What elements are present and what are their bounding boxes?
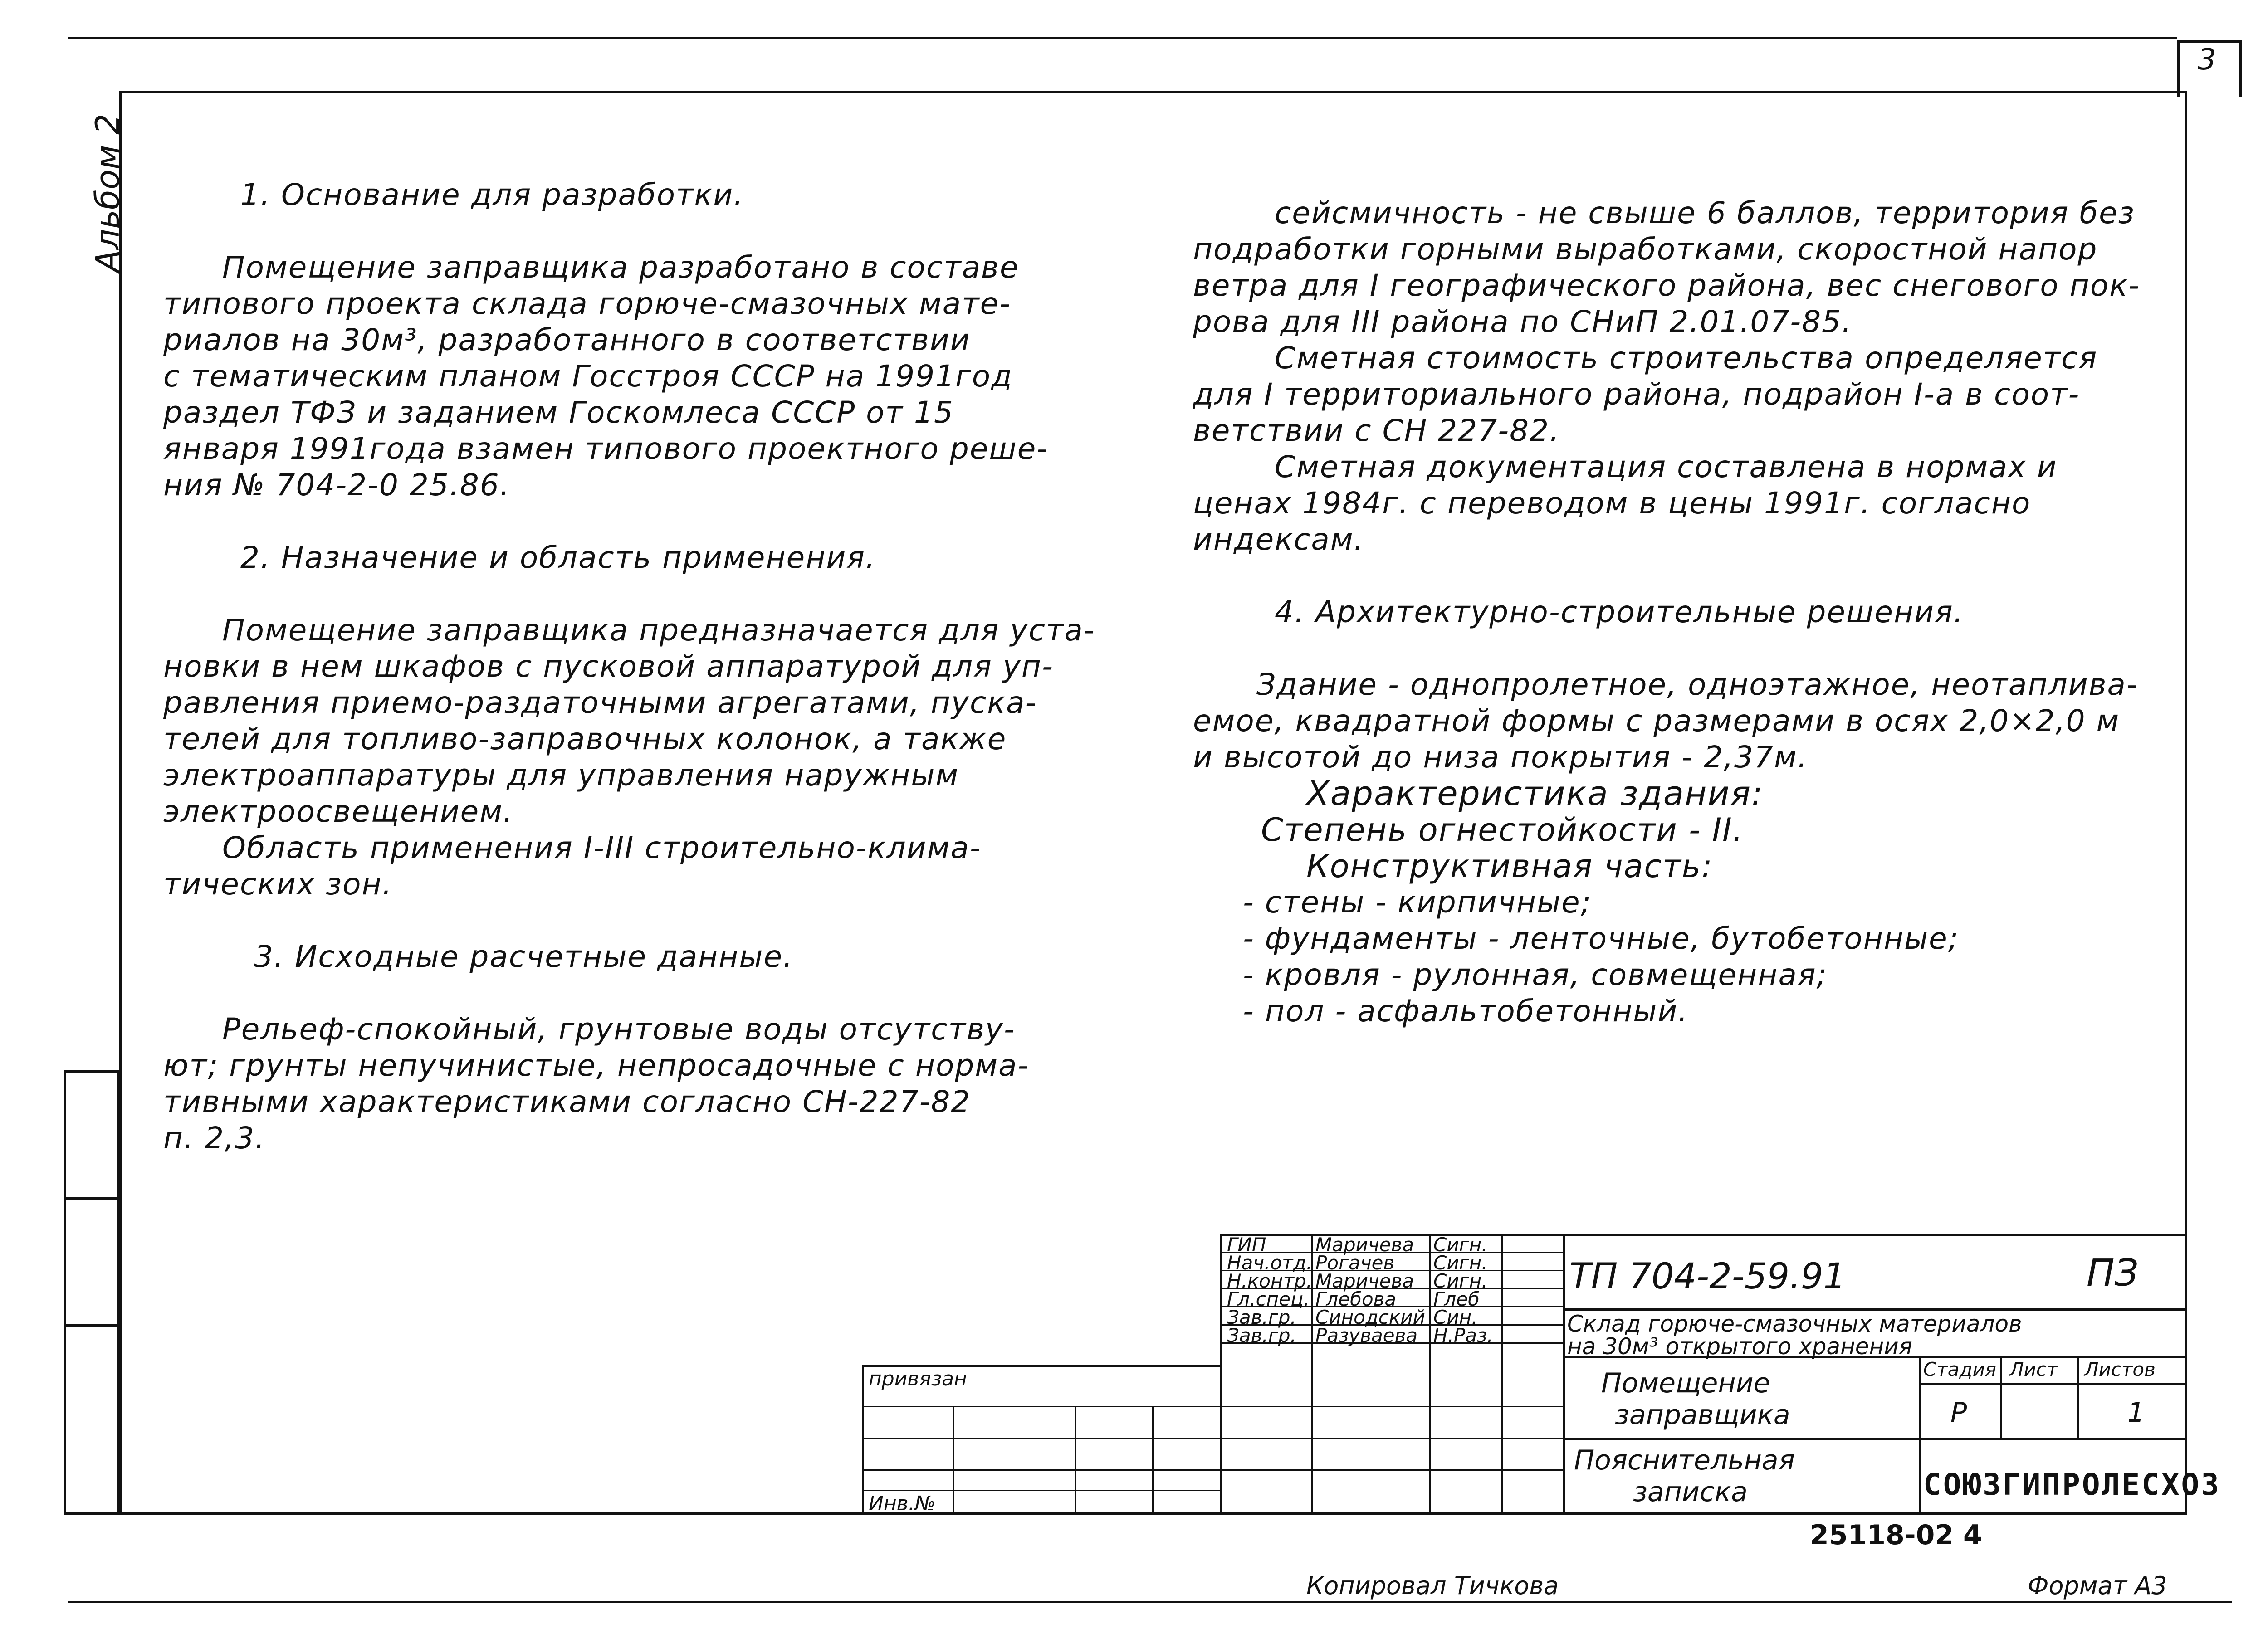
strip-divider bbox=[64, 1197, 119, 1200]
list-item: - фундаменты - ленточные, бутобетонные; bbox=[1243, 921, 1959, 956]
construction-heading: Конструктивная часть: bbox=[1306, 848, 1713, 885]
text-line: индексам. bbox=[1193, 522, 1364, 557]
signature: Син. bbox=[1433, 1306, 1478, 1328]
section-heading: 4. Архитектурно-строительные решения. bbox=[1275, 595, 1964, 629]
list-item: - стены - кирпичные; bbox=[1243, 885, 1592, 920]
text-line: типового проекта склада горюче-смазочных мате- bbox=[163, 286, 1012, 321]
signature: Н.Раз. bbox=[1433, 1324, 1493, 1346]
organization: СОЮЗГИПРОЛЕСХОЗ bbox=[1923, 1467, 2221, 1502]
text-line: электроосвещением. bbox=[163, 794, 513, 829]
bottom-rule bbox=[68, 1601, 2232, 1603]
text-line: Помещение заправщика разработано в составе bbox=[222, 250, 1019, 285]
text-line: Здание - однопролетное, одноэтажное, неотаплива- bbox=[1256, 667, 2138, 702]
doc-title-line: записка bbox=[1633, 1476, 1748, 1508]
text-line: равления приемо-раздаточными агрегатами, пуска- bbox=[163, 685, 1037, 720]
name: Маричева bbox=[1315, 1270, 1414, 1292]
text-line: тических зон. bbox=[163, 867, 393, 902]
top-rule bbox=[68, 37, 2177, 39]
role-group-head: Зав.гр. bbox=[1227, 1306, 1296, 1328]
inventory-number-label: Инв.№ bbox=[869, 1492, 936, 1515]
text-line: ют; грунты непучинистые, непросадочные с норма- bbox=[163, 1048, 1030, 1083]
name: Рогачев bbox=[1315, 1252, 1395, 1274]
list-item: - кровля - рулонная, совмещенная; bbox=[1243, 957, 1828, 992]
text-line: января 1991года взамен типового проектного реше- bbox=[163, 431, 1049, 466]
text-line: емое, квадратной формы с размерами в осях 2,0×2,0 м bbox=[1193, 703, 2120, 738]
text-line: электроаппаратуры для управления наружным bbox=[163, 758, 959, 793]
section-heading: 2. Назначение и область применения. bbox=[240, 540, 876, 575]
copied-by: Копировал Тичкова bbox=[1306, 1571, 1559, 1600]
text-line: ветра для I географического района, вес снегового пок- bbox=[1193, 268, 2140, 303]
text-line: с тематическим планом Госстроя СССР на 1991год bbox=[163, 359, 1013, 394]
page-number: 3 bbox=[2198, 43, 2216, 77]
left-column bbox=[163, 177, 1161, 1156]
characteristic-heading: Характеристика здания: bbox=[1306, 774, 1764, 813]
stage-label: Стадия bbox=[1923, 1358, 1997, 1380]
signature: Сигн. bbox=[1433, 1252, 1488, 1274]
text-line: раздел ТФЗ и заданием Госкомлеса СССР от 15 bbox=[163, 395, 954, 430]
object-title-line: Склад горюче-смазочных материалов bbox=[1567, 1311, 2022, 1337]
name: Глебова bbox=[1315, 1288, 1397, 1310]
text-line: телей для топливо-заправочных колонок, а также bbox=[163, 722, 1007, 756]
sheets-label: Листов bbox=[2084, 1358, 2156, 1380]
name: Разуваева bbox=[1315, 1324, 1418, 1346]
text-line: ния № 704-2-0 25.86. bbox=[163, 468, 510, 502]
text-line: тивными характеристиками согласно СН-227-82 bbox=[163, 1084, 971, 1119]
signature: Глеб bbox=[1433, 1288, 1480, 1310]
object-title-line: на 30м³ открытого хранения bbox=[1567, 1333, 1912, 1360]
name: Маричева bbox=[1315, 1234, 1414, 1256]
role-norm-control: Н.контр. bbox=[1227, 1270, 1312, 1292]
text-line: новки в нем шкафов с пусковой аппаратурой для уп- bbox=[163, 649, 1054, 684]
sheet-label: Лист bbox=[2009, 1358, 2058, 1380]
signature: Сигн. bbox=[1433, 1234, 1488, 1256]
fire-resistance: Степень огнестойкости - II. bbox=[1261, 811, 1744, 849]
building-name-line: Помещение bbox=[1601, 1367, 1770, 1399]
text-line: Рельеф-спокойный, грунтовые воды отсутству- bbox=[222, 1012, 1016, 1047]
text-line: п. 2,3. bbox=[163, 1121, 266, 1156]
stage-value: Р bbox=[1950, 1397, 1967, 1429]
name: Синодский bbox=[1315, 1306, 1425, 1328]
text-line: Помещение заправщика предназначается для уста- bbox=[222, 613, 1095, 648]
text-line: ветствии с СН 227-82. bbox=[1193, 413, 1560, 448]
left-binding-strip bbox=[64, 1070, 119, 1515]
privyazan-label: привязан bbox=[869, 1367, 967, 1390]
list-item: - пол - асфальтобетонный. bbox=[1243, 994, 1689, 1029]
role-chief-spec: Гл.спец. bbox=[1227, 1288, 1310, 1310]
sheets-value: 1 bbox=[2127, 1397, 2145, 1429]
role-head-dept: Нач.отд. bbox=[1227, 1252, 1313, 1274]
album-label: Альбом 2 bbox=[88, 113, 127, 272]
text-line: сейсмичность - не свыше 6 баллов, территория без bbox=[1275, 195, 2135, 230]
document-code: ПЗ bbox=[2087, 1252, 2139, 1295]
signature: Сигн. bbox=[1433, 1270, 1488, 1292]
section-heading: 3. Исходные расчетные данные. bbox=[254, 939, 794, 974]
text-line: Сметная документация составлена в нормах и bbox=[1275, 449, 2058, 484]
text-line: подработки горными выработками, скоростной напор bbox=[1193, 232, 2098, 267]
doc-title-line: Пояснительная bbox=[1574, 1444, 1795, 1476]
right-column bbox=[1193, 195, 2168, 1029]
project-code: ТП 704-2-59.91 bbox=[1569, 1256, 1846, 1297]
format-label: Формат А3 bbox=[2028, 1571, 2167, 1600]
text-line: для I территориального района, подрайон I-а в соот- bbox=[1193, 377, 2080, 412]
text-line: и высотой до низа покрытия - 2,37м. bbox=[1193, 740, 1808, 775]
archive-number: 25118-02 4 bbox=[1810, 1519, 1982, 1551]
text-line: рова для III района по СНиП 2.01.07-85. bbox=[1193, 304, 1853, 339]
role-gip: ГИП bbox=[1227, 1234, 1266, 1256]
text-line: риалов на 30м³, разработанного в соответствии bbox=[163, 322, 971, 357]
strip-divider bbox=[64, 1324, 119, 1327]
building-name-line: заправщика bbox=[1615, 1399, 1790, 1431]
text-line: Область применения I-III строительно-клима- bbox=[222, 830, 982, 865]
text-line: ценах 1984г. с переводом в цены 1991г. согласно bbox=[1193, 486, 2031, 521]
role-group-head: Зав.гр. bbox=[1227, 1324, 1296, 1346]
section-heading: 1. Основание для разработки. bbox=[240, 177, 744, 212]
text-line: Сметная стоимость строительства определяется bbox=[1275, 341, 2098, 376]
